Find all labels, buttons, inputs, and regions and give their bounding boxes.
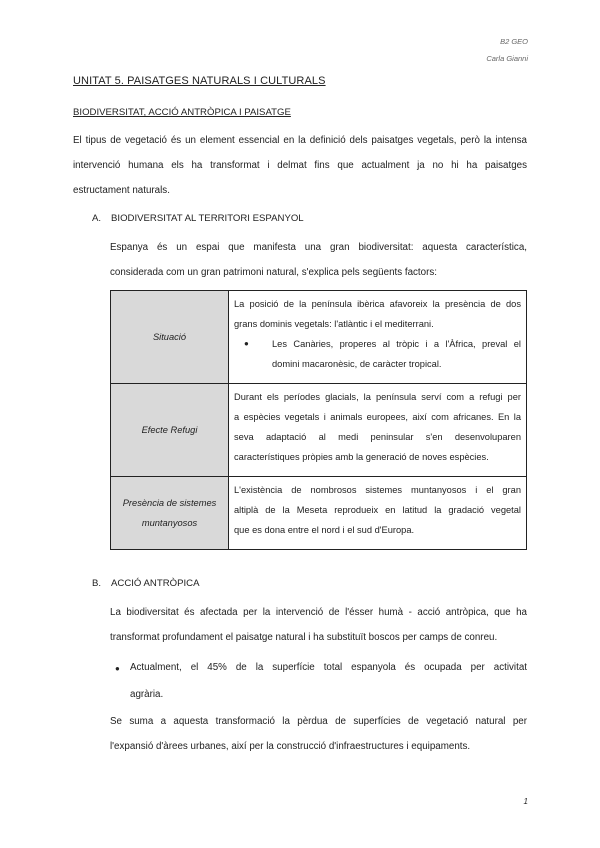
- bullet-line: domini macaronèsic, de caràcter tropical.: [272, 359, 442, 369]
- factor-description: [229, 477, 527, 550]
- section-b-bullet: [115, 654, 527, 708]
- factor-description: [229, 291, 527, 384]
- closing-line: Se suma a aquesta transformació la pèrdua de superfícies de vegetació natural per: [110, 716, 527, 727]
- closing-line: l'expansió d'àrees urbanes, així per la construcció d'infraestructures i equipaments.: [110, 741, 471, 752]
- table-row: [111, 477, 527, 550]
- description-line: La posició de la península ibèrica afavoreix la presència de dos: [234, 299, 521, 309]
- section-a-line: Espanya és un espai que manifesta una gran biodiversitat: aquesta característica,: [110, 242, 527, 253]
- description-line: que es dona entre el nord i el sud d'Europa.: [234, 525, 415, 535]
- factor-label-line: muntanyosos: [141, 518, 198, 528]
- bullet-icon: ●: [244, 339, 249, 348]
- section-a-paragraph: [110, 235, 527, 285]
- intro-line: intervenció humana els ha transformat i delmat fins que actualment ja no hi ha paisatges: [73, 160, 527, 171]
- page-number: 1: [523, 797, 528, 806]
- closing-paragraph: [110, 709, 527, 759]
- section-a-label: BIODIVERSITAT AL TERRITORI ESPANYOL: [111, 213, 304, 224]
- section-b-label: ACCIÓ ANTRÒPICA: [111, 578, 200, 589]
- description-line: Durant els períodes glacials, la península serví com a refugi per: [234, 392, 521, 402]
- factor-label: [111, 477, 229, 550]
- bullet-item: [234, 334, 521, 374]
- description-line: seva adaptació al medi peninsular s'en desenvoluparen: [234, 432, 521, 442]
- description-line: altiplà de la Meseta reprodueix en latitud la gradació vegetal: [234, 505, 521, 515]
- page-title: UNITAT 5. PAISATGES NATURALS I CULTURALS: [73, 75, 326, 87]
- bullet-line: Actualment, el 45% de la superfície total espanyola és ocupada per activitat: [130, 662, 527, 673]
- section-b-paragraph: [110, 600, 527, 650]
- description-line: grans dominis vegetals: l'atlàntic i el mediterrani.: [234, 319, 434, 329]
- section-b-line: La biodiversitat és afectada per la intervenció de l'ésser humà - acció antròpica, que ha: [110, 607, 527, 618]
- section-a-line: considerada com un gran patrimoni natural, s'explica pels següents factors:: [110, 267, 437, 278]
- section-subtitle: BIODIVERSITAT, ACCIÓ ANTRÒPICA I PAISATGE: [73, 107, 291, 118]
- table-row: [111, 291, 527, 384]
- description-line: L'existència de nombrosos sistemes muntanyosos i el gran: [234, 485, 521, 495]
- section-b-line: transformat profundament el paisatge natural i ha substituït boscos per camps de conreu.: [110, 632, 498, 643]
- factors-table: [110, 290, 527, 550]
- intro-paragraph: [73, 128, 527, 203]
- factor-label-line: Presència de sistemes: [122, 498, 217, 508]
- section-a-letter: A.: [92, 213, 102, 224]
- description-line: característiques pròpies amb la generació de noves espècies.: [234, 452, 489, 462]
- intro-line: El tipus de vegetació és un element essencial en la definició dels paisatges vegetals, però la intensa: [73, 135, 527, 146]
- bullet-line: agrària.: [130, 689, 164, 700]
- table-row: [111, 384, 527, 477]
- header-author: Carla Gianni: [486, 54, 528, 63]
- intro-line: estructament naturals.: [73, 185, 170, 196]
- factor-description: [229, 384, 527, 477]
- factor-label: Efecte Refugi: [111, 384, 229, 477]
- description-line: a espècies vegetals i animals europees, així com africanes. En la: [234, 412, 521, 422]
- section-b-letter: B.: [92, 578, 102, 589]
- bullet-icon: ●: [115, 664, 120, 673]
- bullet-line: Les Canàries, properes al tròpic i a l'Àfrica, preval el: [272, 339, 521, 349]
- factor-label: Situació: [111, 291, 229, 384]
- header-course: B2 GEO: [500, 37, 528, 46]
